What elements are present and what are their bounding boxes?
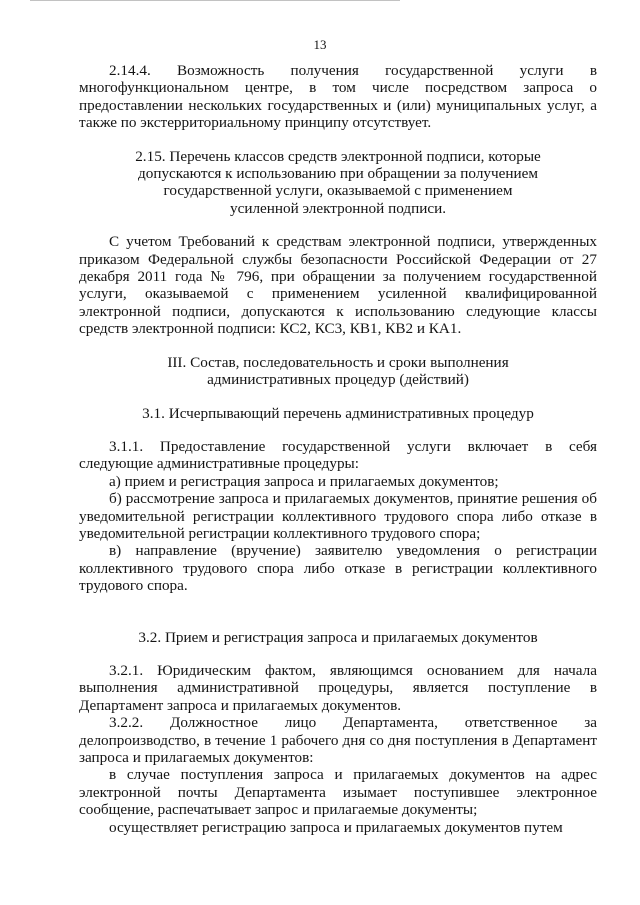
block-spacer bbox=[79, 132, 597, 148]
section-heading-line: 3.2. Прием и регистрация запроса и прилагаемых документов bbox=[138, 628, 538, 646]
section-heading-line: III. Состав, последовательность и сроки выполнения bbox=[167, 353, 509, 371]
section-heading-line: административных процедур (действий) bbox=[207, 371, 469, 389]
block-spacer bbox=[79, 646, 597, 662]
top-rule-divider bbox=[30, 0, 400, 3]
body-paragraph: С учетом Требований к средствам электронной подписи, утвержденных приказом Федеральной службы безопасности Российской Федерации от 27 декабря 2011 года № 796, при обращении за получением государственной услуги, оказываемой с применением усиленной квалифицированной электронной подписи, допускаются к использованию следующие классы средств электронной подписи: КС2, КС3, КВ1, КВ2 и КА1. bbox=[79, 233, 597, 338]
section-heading bbox=[79, 354, 597, 389]
page-number: 13 bbox=[313, 37, 327, 52]
section-heading-line: 2.15. Перечень классов средств электронной подписи, которые bbox=[135, 147, 541, 165]
block-spacer bbox=[79, 422, 597, 438]
section-heading bbox=[79, 629, 597, 646]
section-heading-line: 3.1. Исчерпывающий перечень административных процедур bbox=[142, 404, 534, 422]
body-paragraph: б) рассмотрение запроса и прилагаемых документов, принятие решения об уведомительной регистрации коллективного трудового спора либо отказе в уведомительной регистрации коллективного трудового спора; bbox=[79, 490, 597, 542]
block-spacer bbox=[79, 389, 597, 405]
section-heading-line: государственной услуги, оказываемой с применением bbox=[163, 182, 513, 200]
document-body bbox=[79, 62, 597, 836]
body-paragraph: в случае поступления запроса и прилагаемых документов на адрес электронной почты Департамента изымает поступившее электронное сообщение, распечатывает запрос и прилагаемые документы; bbox=[79, 766, 597, 819]
section-heading bbox=[79, 405, 597, 422]
body-paragraph: 2.14.4. Возможность получения государственной услуги в многофункциональном центре, в том числе посредством запроса о предоставлении нескольких государственных и (или) муниципальных услуг, а также по экстерриториальному принципу отсутствует. bbox=[79, 62, 597, 132]
block-spacer bbox=[79, 595, 597, 629]
block-spacer bbox=[79, 338, 597, 354]
body-paragraph: 3.1.1. Предоставление государственной услуги включает в себя следующие административные процедуры: bbox=[79, 437, 597, 473]
body-paragraph: в) направление (вручение) заявителю уведомления о регистрации коллективного трудового спора либо отказе в регистрации коллективного трудового спора. bbox=[79, 542, 597, 595]
block-spacer bbox=[79, 217, 597, 233]
body-paragraph: осуществляет регистрацию запроса и прилагаемых документов путем bbox=[109, 818, 563, 836]
section-heading-line: допускаются к использованию при обращении за получением bbox=[138, 165, 538, 183]
section-heading bbox=[79, 148, 597, 218]
body-paragraph: а) прием и регистрация запроса и прилагаемых документов; bbox=[109, 472, 499, 490]
section-heading-line: усиленной электронной подписи. bbox=[229, 199, 446, 217]
body-paragraph: 3.2.1. Юридическим фактом, являющимся основанием для начала выполнения административной процедуры, является поступление в Департамент запроса и прилагаемых документов. bbox=[79, 661, 597, 714]
body-paragraph: 3.2.2. Должностное лицо Департамента, ответственное за делопроизводство, в течение 1 рабочего дня со дня поступления в Департамент запроса и прилагаемых документов: bbox=[79, 714, 597, 766]
